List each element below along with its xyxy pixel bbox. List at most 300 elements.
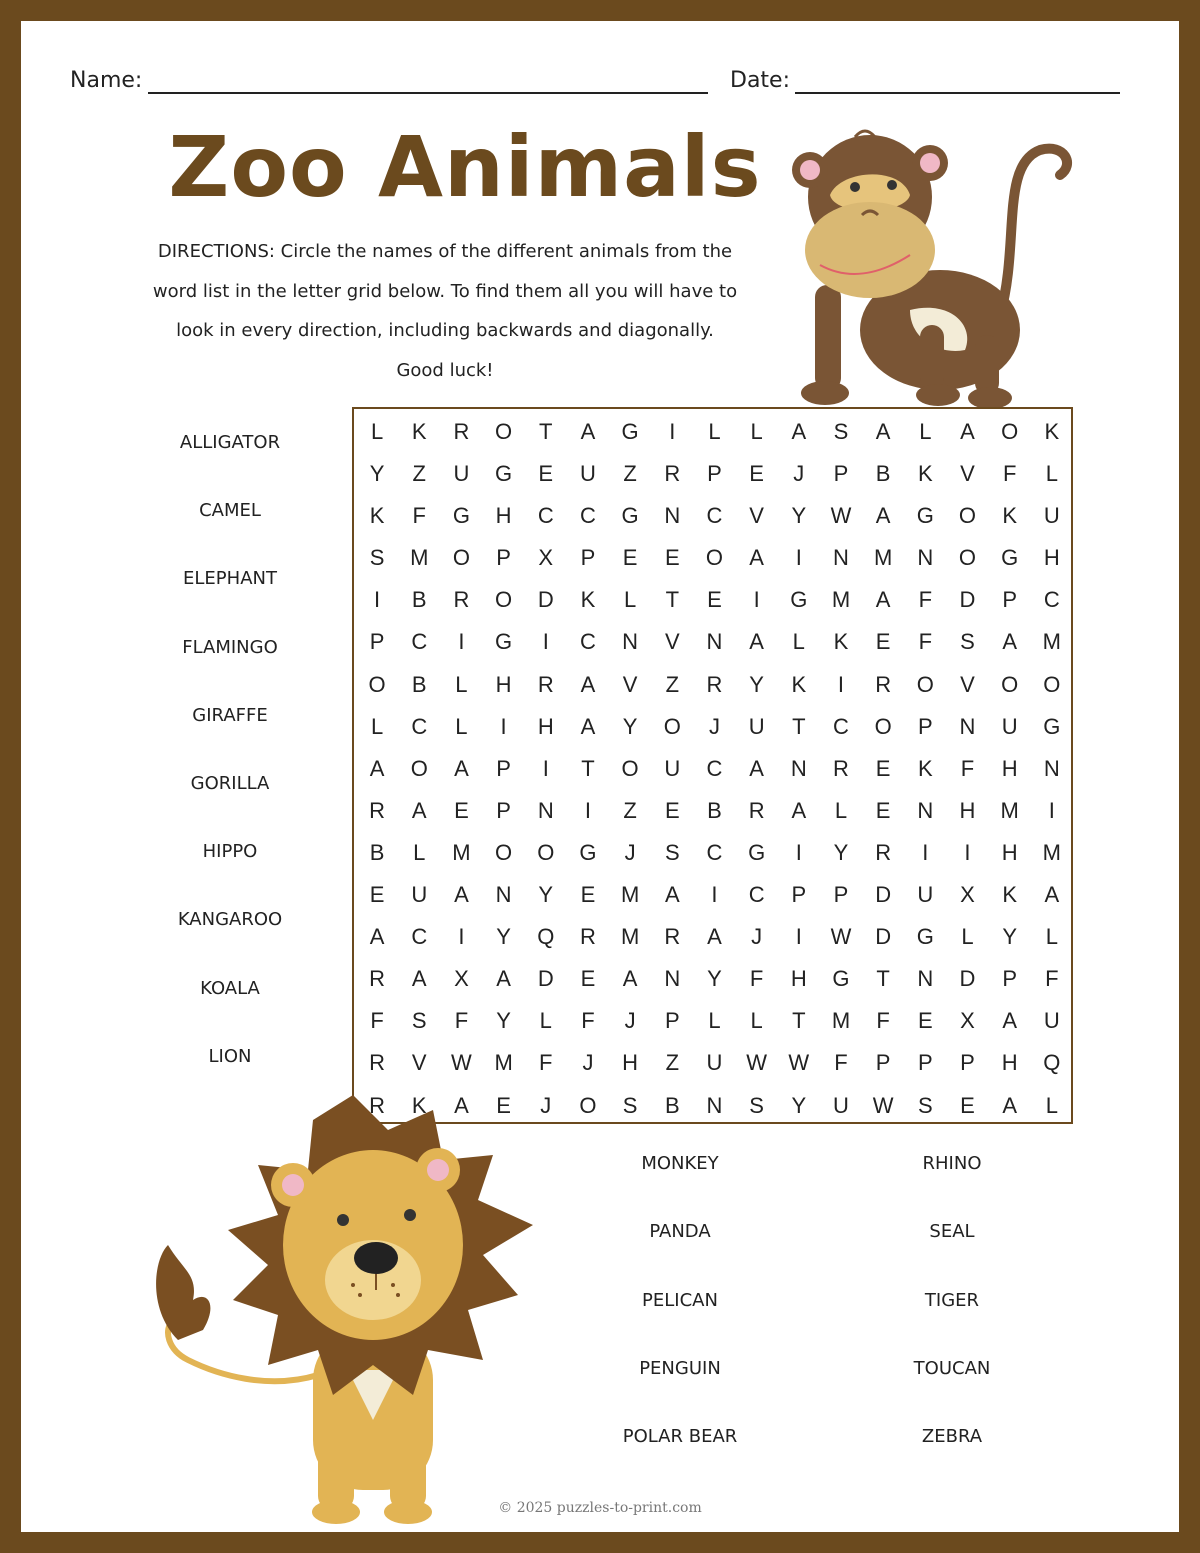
- grid-letter[interactable]: E: [664, 797, 680, 823]
- grid-letter[interactable]: U: [833, 1092, 849, 1118]
- grid-letter[interactable]: J: [708, 713, 720, 739]
- grid-letter[interactable]: F: [918, 629, 933, 655]
- grid-letter[interactable]: Y: [496, 1008, 511, 1034]
- grid-letter[interactable]: T: [876, 966, 890, 992]
- grid-letter[interactable]: O: [705, 545, 724, 571]
- grid-letter[interactable]: N: [790, 755, 807, 781]
- grid-letter[interactable]: F: [1045, 966, 1059, 992]
- grid-letter[interactable]: J: [624, 1008, 636, 1034]
- grid-letter[interactable]: O: [495, 419, 513, 444]
- grid-letter[interactable]: E: [960, 1092, 975, 1118]
- grid-letter[interactable]: G: [621, 419, 639, 444]
- grid-letter[interactable]: U: [580, 461, 596, 487]
- grid-letter[interactable]: U: [1043, 503, 1060, 529]
- grid-letter[interactable]: M: [410, 545, 429, 571]
- grid-letter[interactable]: U: [411, 882, 428, 908]
- grid-letter[interactable]: J: [624, 839, 636, 865]
- grid-letter[interactable]: L: [708, 1008, 721, 1034]
- grid-letter[interactable]: I: [542, 755, 549, 781]
- grid-letter[interactable]: E: [496, 1092, 511, 1118]
- grid-letter[interactable]: P: [1002, 966, 1017, 992]
- grid-letter[interactable]: N: [664, 966, 681, 992]
- grid-letter[interactable]: N: [959, 713, 976, 739]
- grid-letter[interactable]: E: [875, 755, 891, 781]
- grid-letter[interactable]: L: [834, 797, 848, 823]
- grid-letter[interactable]: W: [746, 1050, 768, 1076]
- grid-letter[interactable]: A: [580, 671, 596, 697]
- grid-letter[interactable]: G: [452, 503, 470, 529]
- grid-letter[interactable]: I: [795, 839, 802, 865]
- grid-letter[interactable]: A: [960, 419, 975, 444]
- grid-letter[interactable]: K: [580, 587, 596, 613]
- grid-row: [356, 670, 1073, 712]
- grid-letter[interactable]: E: [622, 545, 638, 571]
- grid-letter[interactable]: P: [496, 545, 511, 571]
- grid-letter[interactable]: X: [960, 882, 975, 908]
- grid-letter[interactable]: U: [748, 713, 765, 739]
- grid-letter[interactable]: A: [1002, 629, 1017, 655]
- grid-letter[interactable]: O: [579, 1092, 597, 1118]
- grid-letter[interactable]: C: [411, 629, 428, 655]
- grid-letter[interactable]: J: [582, 1050, 594, 1076]
- grid-letter[interactable]: H: [1001, 839, 1018, 865]
- grid-row: [356, 585, 1073, 627]
- grid-letter[interactable]: N: [622, 629, 639, 655]
- grid-letter[interactable]: D: [875, 882, 892, 908]
- grid-letter[interactable]: R: [453, 419, 470, 444]
- grid-letter[interactable]: D: [959, 587, 976, 613]
- grid-letter[interactable]: M: [1042, 839, 1061, 865]
- grid-letter[interactable]: M: [873, 545, 893, 571]
- grid-letter[interactable]: I: [500, 713, 507, 739]
- grid-letter[interactable]: N: [917, 545, 934, 571]
- grid-letter[interactable]: F: [454, 1008, 469, 1034]
- grid-letter[interactable]: O: [495, 587, 513, 613]
- grid-letter[interactable]: P: [917, 1050, 933, 1076]
- grid-letter[interactable]: Y: [538, 882, 554, 908]
- grid-letter[interactable]: Z: [665, 1050, 680, 1076]
- grid-letter[interactable]: P: [960, 1050, 975, 1076]
- grid-letter[interactable]: A: [664, 882, 680, 908]
- grid-letter[interactable]: X: [538, 545, 554, 571]
- grid-letter[interactable]: U: [453, 461, 470, 487]
- grid-letter[interactable]: T: [792, 1008, 806, 1034]
- grid-letter[interactable]: O: [452, 545, 470, 571]
- grid-letter[interactable]: I: [669, 419, 676, 444]
- grid-letter[interactable]: A: [749, 629, 764, 655]
- grid-letter[interactable]: I: [964, 839, 971, 865]
- grid-row: [356, 754, 1073, 796]
- grid-letter[interactable]: W: [830, 503, 852, 529]
- grid-letter[interactable]: K: [917, 755, 933, 781]
- grid-letter[interactable]: C: [537, 503, 554, 529]
- grid-letter[interactable]: D: [537, 587, 554, 613]
- grid-letter[interactable]: F: [1002, 461, 1017, 487]
- grid-letter[interactable]: O: [874, 713, 892, 739]
- grid-letter[interactable]: L: [370, 419, 384, 444]
- grid-letter[interactable]: S: [664, 839, 680, 865]
- grid-letter[interactable]: K: [411, 1092, 427, 1118]
- grid-letter[interactable]: B: [875, 461, 891, 487]
- word-list-item: PELICAN: [642, 1289, 718, 1311]
- grid-letter[interactable]: L: [455, 671, 468, 697]
- grid-letter[interactable]: X: [454, 966, 469, 992]
- grid-letter[interactable]: L: [919, 419, 932, 444]
- grid-letter[interactable]: I: [753, 587, 760, 613]
- grid-letter[interactable]: I: [795, 545, 802, 571]
- grid-letter[interactable]: T: [792, 713, 806, 739]
- grid-letter[interactable]: V: [960, 671, 975, 697]
- grid-letter[interactable]: A: [1002, 1092, 1017, 1118]
- grid-letter[interactable]: B: [707, 797, 722, 823]
- grid-letter[interactable]: V: [411, 1050, 427, 1076]
- grid-letter[interactable]: A: [411, 966, 427, 992]
- name-line[interactable]: [148, 92, 708, 94]
- grid-letter[interactable]: F: [370, 1008, 384, 1034]
- grid-letter[interactable]: B: [369, 839, 385, 865]
- grid-letter[interactable]: R: [369, 1092, 386, 1118]
- grid-letter[interactable]: Y: [496, 924, 511, 950]
- grid-letter[interactable]: N: [537, 797, 554, 823]
- grid-letter[interactable]: O: [916, 671, 934, 697]
- grid-letter[interactable]: H: [790, 966, 807, 992]
- grid-letter[interactable]: C: [411, 924, 428, 950]
- grid-letter[interactable]: N: [664, 503, 681, 529]
- grid-letter[interactable]: J: [793, 461, 805, 487]
- grid-letter[interactable]: O: [958, 503, 977, 529]
- grid-letter[interactable]: M: [620, 924, 640, 950]
- grid-letter[interactable]: L: [750, 419, 763, 444]
- grid-letter[interactable]: L: [1045, 924, 1058, 950]
- grid-letter[interactable]: A: [875, 503, 891, 529]
- grid-letter[interactable]: I: [795, 924, 802, 950]
- grid-letter[interactable]: R: [453, 587, 470, 613]
- grid-letter[interactable]: C: [580, 503, 596, 529]
- grid-letter[interactable]: I: [922, 839, 929, 865]
- grid-letter[interactable]: R: [664, 924, 681, 950]
- grid-letter[interactable]: I: [458, 629, 465, 655]
- grid-letter[interactable]: R: [706, 671, 723, 697]
- grid-letter[interactable]: Y: [1002, 924, 1017, 950]
- grid-letter[interactable]: E: [707, 587, 722, 613]
- grid-letter[interactable]: G: [790, 587, 808, 613]
- grid-letter[interactable]: T: [581, 755, 595, 781]
- grid-letter[interactable]: W: [451, 1050, 472, 1076]
- grid-letter[interactable]: S: [833, 419, 849, 444]
- word-list-item: POLAR BEAR: [622, 1426, 738, 1448]
- grid-letter[interactable]: Q: [1043, 1050, 1061, 1076]
- grid-letter[interactable]: A: [411, 797, 427, 823]
- grid-letter[interactable]: P: [580, 545, 596, 571]
- grid-letter[interactable]: R: [748, 797, 765, 823]
- grid-letter[interactable]: F: [749, 966, 764, 992]
- grid-letter[interactable]: K: [411, 419, 427, 444]
- grid-letter[interactable]: I: [458, 924, 465, 950]
- grid-letter[interactable]: Z: [623, 797, 637, 823]
- grid-letter[interactable]: N: [917, 797, 934, 823]
- grid-letter[interactable]: W: [788, 1050, 810, 1076]
- grid-letter[interactable]: L: [623, 587, 637, 613]
- grid-letter[interactable]: P: [707, 461, 722, 487]
- grid-letter[interactable]: N: [706, 629, 723, 655]
- grid-letter[interactable]: H: [1043, 545, 1060, 571]
- grid-letter[interactable]: D: [875, 924, 892, 950]
- grid-letter[interactable]: C: [706, 755, 723, 781]
- grid-letter[interactable]: F: [581, 1008, 595, 1034]
- grid-letter[interactable]: A: [875, 587, 891, 613]
- grid-letter[interactable]: K: [369, 503, 385, 529]
- grid-letter[interactable]: P: [1002, 587, 1017, 613]
- grid-letter[interactable]: O: [1001, 671, 1019, 697]
- grid-letter[interactable]: E: [917, 1008, 933, 1034]
- grid-letter[interactable]: P: [875, 1050, 891, 1076]
- grid-letter[interactable]: U: [1043, 1008, 1060, 1034]
- grid-letter[interactable]: I: [837, 671, 845, 697]
- grid-letter[interactable]: K: [917, 461, 933, 487]
- grid-letter[interactable]: O: [958, 545, 977, 571]
- grid-letter[interactable]: N: [917, 966, 934, 992]
- grid-letter[interactable]: F: [834, 1050, 848, 1076]
- grid-letter[interactable]: Y: [369, 461, 385, 487]
- grid-letter[interactable]: A: [454, 1092, 469, 1118]
- grid-letter[interactable]: Y: [791, 1092, 807, 1118]
- grid-letter[interactable]: E: [875, 797, 891, 823]
- grid-letter[interactable]: M: [452, 839, 471, 865]
- grid-letter[interactable]: L: [455, 713, 468, 739]
- grid-letter[interactable]: R: [875, 671, 892, 697]
- grid-letter[interactable]: R: [369, 1050, 386, 1076]
- grid-letter[interactable]: W: [830, 924, 852, 950]
- grid-letter[interactable]: V: [622, 671, 638, 697]
- grid-letter[interactable]: F: [412, 503, 426, 529]
- grid-letter[interactable]: L: [539, 1008, 552, 1034]
- grid-letter[interactable]: U: [664, 755, 681, 781]
- grid-letter[interactable]: C: [833, 713, 849, 739]
- grid-letter[interactable]: O: [1001, 419, 1019, 444]
- grid-letter[interactable]: M: [494, 1050, 513, 1076]
- grid-letter[interactable]: J: [540, 1092, 552, 1118]
- grid-letter[interactable]: E: [454, 797, 469, 823]
- grid-letter[interactable]: L: [370, 713, 384, 739]
- grid-letter[interactable]: P: [496, 797, 511, 823]
- grid-letter[interactable]: S: [960, 629, 975, 655]
- grid-letter[interactable]: Y: [833, 839, 849, 865]
- grid-letter[interactable]: I: [711, 882, 718, 908]
- grid-letter[interactable]: R: [537, 671, 554, 697]
- grid-letter[interactable]: H: [495, 503, 512, 529]
- grid-letter[interactable]: P: [369, 629, 385, 655]
- grid-letter[interactable]: P: [791, 882, 807, 908]
- grid-letter[interactable]: U: [1001, 713, 1018, 739]
- grid-letter[interactable]: A: [496, 966, 511, 992]
- page-title: Zoo Animals: [168, 118, 762, 216]
- grid-letter[interactable]: L: [750, 1008, 763, 1034]
- grid-letter[interactable]: F: [960, 755, 975, 781]
- grid-letter[interactable]: R: [369, 797, 386, 823]
- grid-letter[interactable]: F: [876, 1008, 890, 1034]
- grid-letter[interactable]: L: [1045, 1092, 1058, 1118]
- grid-letter[interactable]: R: [369, 966, 386, 992]
- grid-letter[interactable]: E: [664, 545, 680, 571]
- grid-letter[interactable]: T: [665, 587, 680, 613]
- grid-letter[interactable]: O: [1043, 671, 1061, 697]
- grid-letter[interactable]: O: [368, 671, 386, 697]
- grid-letter[interactable]: A: [791, 797, 807, 823]
- grid-letter[interactable]: G: [1001, 545, 1019, 571]
- word-list-item: ELEPHANT: [183, 568, 277, 590]
- grid-letter[interactable]: K: [833, 629, 849, 655]
- grid-letter[interactable]: A: [580, 419, 596, 444]
- grid-letter[interactable]: H: [495, 671, 512, 697]
- grid-letter[interactable]: Z: [665, 671, 680, 697]
- grid-letter[interactable]: G: [916, 503, 934, 529]
- grid-letter[interactable]: Y: [749, 671, 764, 697]
- grid-letter[interactable]: Q: [537, 924, 555, 950]
- grid-letter[interactable]: L: [792, 629, 805, 655]
- grid-letter[interactable]: G: [495, 629, 513, 655]
- grid-letter[interactable]: C: [706, 839, 723, 865]
- grid-letter[interactable]: A: [369, 924, 385, 950]
- grid-letter[interactable]: E: [369, 882, 385, 908]
- grid-letter[interactable]: M: [1042, 629, 1061, 655]
- grid-letter[interactable]: D: [959, 966, 976, 992]
- grid-letter[interactable]: X: [960, 1008, 975, 1034]
- grid-letter[interactable]: H: [1001, 755, 1018, 781]
- grid-letter[interactable]: F: [918, 587, 933, 613]
- grid-letter[interactable]: P: [833, 882, 849, 908]
- grid-letter[interactable]: N: [1043, 755, 1060, 781]
- grid-letter[interactable]: L: [1045, 461, 1058, 487]
- grid-letter[interactable]: C: [580, 629, 596, 655]
- grid-letter[interactable]: G: [621, 503, 639, 529]
- grid-letter[interactable]: O: [663, 713, 681, 739]
- grid-letter[interactable]: B: [664, 1092, 680, 1118]
- grid-letter[interactable]: F: [539, 1050, 553, 1076]
- grid-letter[interactable]: K: [1002, 882, 1017, 908]
- grid-letter[interactable]: O: [621, 755, 639, 781]
- grid-letter[interactable]: V: [960, 461, 975, 487]
- grid-letter[interactable]: G: [832, 966, 850, 992]
- date-line[interactable]: [795, 92, 1120, 94]
- grid-letter[interactable]: B: [411, 671, 427, 697]
- grid-letter[interactable]: K: [1002, 503, 1017, 529]
- grid-letter[interactable]: Z: [623, 461, 637, 487]
- grid-letter[interactable]: G: [916, 924, 934, 950]
- grid-letter[interactable]: C: [748, 882, 765, 908]
- grid-letter[interactable]: E: [875, 629, 891, 655]
- grid-letter[interactable]: S: [749, 1092, 764, 1118]
- grid-letter[interactable]: N: [706, 1092, 723, 1118]
- grid-letter[interactable]: S: [369, 545, 385, 571]
- grid-letter[interactable]: A: [454, 755, 469, 781]
- grid-letter[interactable]: E: [749, 461, 764, 487]
- grid-letter[interactable]: P: [917, 713, 933, 739]
- grid-letter[interactable]: T: [539, 419, 553, 444]
- grid-letter[interactable]: I: [1048, 797, 1055, 823]
- grid-letter[interactable]: E: [580, 882, 596, 908]
- grid-letter[interactable]: G: [495, 461, 513, 487]
- grid-letter[interactable]: H: [1001, 1050, 1018, 1076]
- grid-letter[interactable]: M: [1000, 797, 1019, 823]
- grid-letter[interactable]: I: [542, 629, 549, 655]
- grid-letter[interactable]: A: [707, 924, 722, 950]
- grid-letter[interactable]: N: [495, 882, 512, 908]
- grid-letter[interactable]: O: [537, 839, 555, 865]
- grid-letter[interactable]: A: [749, 545, 764, 571]
- grid-letter[interactable]: E: [538, 461, 554, 487]
- grid-letter[interactable]: G: [748, 839, 766, 865]
- grid-letter[interactable]: P: [833, 461, 849, 487]
- grid-letter[interactable]: V: [749, 503, 764, 529]
- grid-letter[interactable]: Y: [707, 966, 722, 992]
- grid-letter[interactable]: A: [369, 755, 385, 781]
- grid-letter[interactable]: C: [411, 713, 428, 739]
- grid-letter[interactable]: S: [917, 1092, 933, 1118]
- grid-letter[interactable]: I: [584, 797, 591, 823]
- grid-letter[interactable]: D: [537, 966, 554, 992]
- grid-letter[interactable]: E: [580, 966, 596, 992]
- grid-letter[interactable]: A: [454, 882, 469, 908]
- grid-letter[interactable]: U: [917, 882, 934, 908]
- grid-letter[interactable]: S: [622, 1092, 638, 1118]
- grid-letter[interactable]: A: [580, 713, 596, 739]
- grid-letter[interactable]: M: [831, 587, 851, 613]
- grid-letter[interactable]: Z: [412, 461, 426, 487]
- grid-letter[interactable]: Y: [791, 503, 807, 529]
- grid-letter[interactable]: A: [749, 755, 764, 781]
- grid-letter[interactable]: N: [833, 545, 849, 571]
- grid-letter[interactable]: O: [410, 755, 428, 781]
- grid-letter[interactable]: M: [831, 1008, 851, 1034]
- word-list-item: HIPPO: [202, 841, 258, 863]
- grid-letter[interactable]: K: [1044, 419, 1060, 444]
- grid-letter[interactable]: B: [411, 587, 427, 613]
- grid-letter[interactable]: K: [791, 671, 807, 697]
- grid-letter[interactable]: R: [664, 461, 681, 487]
- grid-letter[interactable]: G: [579, 839, 597, 865]
- grid-letter[interactable]: A: [622, 966, 638, 992]
- grid-letter[interactable]: A: [791, 419, 807, 444]
- grid-letter[interactable]: L: [961, 924, 974, 950]
- grid-letter[interactable]: U: [706, 1050, 723, 1076]
- grid-letter[interactable]: V: [664, 629, 680, 655]
- grid-letter[interactable]: G: [1043, 713, 1061, 739]
- grid-letter[interactable]: L: [413, 839, 426, 865]
- grid-letter[interactable]: Y: [622, 713, 638, 739]
- grid-letter[interactable]: C: [1043, 587, 1060, 613]
- grid-letter[interactable]: A: [1044, 882, 1060, 908]
- grid-letter[interactable]: W: [872, 1092, 894, 1118]
- grid-letter[interactable]: A: [1002, 1008, 1017, 1034]
- grid-letter[interactable]: O: [495, 839, 513, 865]
- grid-letter[interactable]: H: [537, 713, 554, 739]
- grid-letter[interactable]: J: [751, 924, 763, 950]
- grid-letter[interactable]: M: [620, 882, 640, 908]
- grid-letter[interactable]: C: [706, 503, 723, 529]
- grid-letter[interactable]: S: [411, 1008, 427, 1034]
- grid-letter[interactable]: R: [833, 755, 849, 781]
- grid-letter[interactable]: I: [374, 587, 381, 613]
- grid-letter[interactable]: A: [875, 419, 891, 444]
- grid-letter[interactable]: L: [708, 419, 721, 444]
- grid-letter[interactable]: P: [496, 755, 511, 781]
- grid-letter[interactable]: R: [875, 839, 892, 865]
- grid-letter[interactable]: R: [580, 924, 596, 950]
- grid-letter[interactable]: H: [959, 797, 976, 823]
- grid-letter[interactable]: P: [664, 1008, 680, 1034]
- word-list-item: ZEBRA: [921, 1426, 983, 1448]
- grid-letter[interactable]: H: [622, 1050, 639, 1076]
